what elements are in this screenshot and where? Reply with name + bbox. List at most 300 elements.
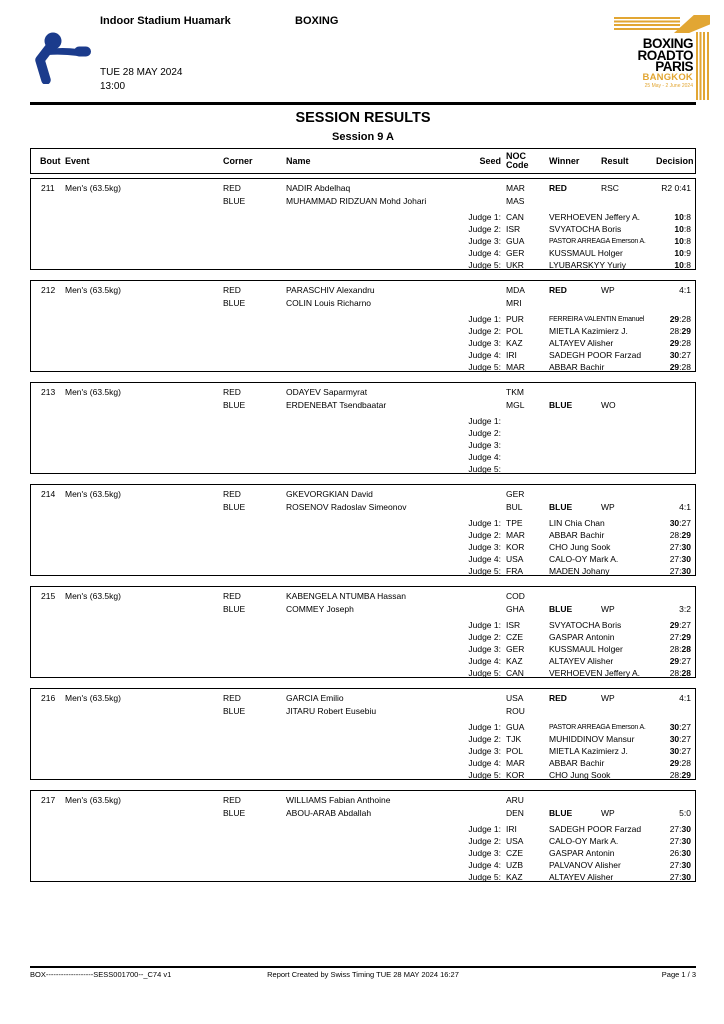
boxer-blue-name: MUHAMMAD RIDZUAN Mohd Johari <box>286 195 427 206</box>
judge-name: SADEGH POOR Farzad <box>549 824 642 834</box>
judge-noc: KAZ <box>506 338 523 348</box>
judge-label: Judge 1: <box>468 620 501 630</box>
event-logo <box>612 15 710 101</box>
judge-label: Judge 5: <box>468 770 501 780</box>
score-separator: : <box>679 872 682 882</box>
boxer-red-noc: MAR <box>506 182 525 193</box>
col-noc-code <box>501 152 549 170</box>
judge-label: Judge 5: <box>468 566 501 576</box>
event-label: Men's (63.5kg) <box>65 284 121 295</box>
score-red: 28 <box>669 644 680 654</box>
bout-number: 216 <box>41 692 56 703</box>
judge-name: VERHOEVEN Jeffery A. <box>549 668 641 678</box>
judge-score <box>661 260 696 270</box>
judge-row <box>31 565 695 576</box>
footer-created-by: Report Created by Swiss Timing TUE 28 MAY 2024 16:27 <box>267 970 459 979</box>
judge-row <box>31 223 695 235</box>
score-blue: 30 <box>681 836 691 846</box>
score-red: 27 <box>669 554 680 564</box>
judge-label: Judge 2: <box>468 836 501 846</box>
judge-label: Judge 2: <box>468 734 501 744</box>
judge-label: Judge 1: <box>468 212 501 222</box>
judge-row <box>31 631 695 643</box>
score-separator: : <box>679 362 682 372</box>
score-red: 29 <box>669 620 680 630</box>
score-red: 28 <box>669 326 680 336</box>
score-blue: 28 <box>681 314 691 324</box>
report-title: SESSION RESULTS <box>295 110 431 126</box>
judge-name: PALVANOV Alisher <box>549 860 621 870</box>
boxer-red-name: NADIR Abdelhaq <box>286 182 351 193</box>
judge-row <box>31 541 695 553</box>
judge-row <box>31 643 695 655</box>
decision-cell: 4:1 <box>679 692 691 703</box>
score-red: 30 <box>669 722 680 732</box>
decision-cell: 4:1 <box>679 284 691 295</box>
score-red: 30 <box>669 746 680 756</box>
score-red: 29 <box>669 362 680 372</box>
judge-row <box>31 871 695 882</box>
boxer-red-name: PARASCHIV Alexandru <box>286 284 375 295</box>
logo-city: BANGKOK <box>642 71 693 83</box>
winner-cell: BLUE <box>549 807 573 818</box>
judge-row <box>31 451 695 463</box>
judge-label: Judge 4: <box>468 860 501 870</box>
score-separator: : <box>683 212 687 222</box>
judge-name: KUSSMAUL Holger <box>549 248 623 258</box>
judge-name: CHO Jung Sook <box>549 542 611 552</box>
score-blue: 30 <box>681 566 691 576</box>
corner-blue-label: BLUE <box>223 603 246 614</box>
judge-name: CALO-OY Mark A. <box>549 836 619 846</box>
judge-name: CHO Jung Sook <box>549 770 611 780</box>
judge-row <box>31 619 695 631</box>
judge-score <box>661 314 696 324</box>
judge-name: ABBAR Bachir <box>549 530 605 540</box>
score-separator: : <box>679 338 682 348</box>
judge-row <box>31 349 695 361</box>
score-separator: : <box>679 848 682 858</box>
score-separator: : <box>679 644 682 654</box>
col-seed: Seed <box>479 156 501 166</box>
red-corner-row <box>31 283 695 296</box>
score-red: 10 <box>674 212 684 222</box>
score-separator: : <box>679 632 682 642</box>
judge-score <box>661 824 696 834</box>
judge-noc: MAR <box>506 758 525 768</box>
score-blue: 30 <box>681 860 691 870</box>
judge-score <box>661 620 696 630</box>
judge-noc: KAZ <box>506 872 523 882</box>
judge-score <box>661 338 696 348</box>
judge-label: Judge 1: <box>468 518 501 528</box>
col-winner: Winner <box>549 156 580 166</box>
score-separator: : <box>679 518 682 528</box>
judge-name: ABBAR Bachir <box>549 758 605 768</box>
score-red: 29 <box>669 656 680 666</box>
col-decision: Decision <box>656 156 694 166</box>
corner-red-label: RED <box>223 794 241 805</box>
col-corner: Corner <box>223 156 253 166</box>
score-blue: 8 <box>686 260 691 270</box>
score-red: 29 <box>669 314 680 324</box>
corner-red-label: RED <box>223 488 241 499</box>
judge-row <box>31 313 695 325</box>
boxer-red-noc: MDA <box>506 284 525 295</box>
footer-report-code: BOX-------------------SESS001700--_C74 v1 <box>30 970 172 979</box>
judge-row <box>31 529 695 541</box>
boxing-pictogram-icon <box>28 30 94 89</box>
judge-name: MIETLA Kazimierz J. <box>549 326 628 336</box>
col-bout: Bout <box>40 156 61 166</box>
result-cell: WP <box>601 284 615 295</box>
score-separator: : <box>679 566 682 576</box>
score-separator: : <box>679 530 682 540</box>
blue-corner-row <box>31 194 695 207</box>
judge-noc: UZB <box>506 860 523 870</box>
judge-name: FERREIRA VALENTIN Emanuel <box>549 315 645 323</box>
bout-section <box>30 178 696 270</box>
judge-label: Judge 3: <box>468 338 501 348</box>
bout-number: 215 <box>41 590 56 601</box>
judge-noc: USA <box>506 554 524 564</box>
sport-title: BOXING <box>295 15 339 27</box>
judge-label: Judge 2: <box>468 326 501 336</box>
judge-name: ALTAYEV Alisher <box>549 656 614 666</box>
judge-noc: PUR <box>506 314 524 324</box>
judge-name: ABBAR Bachir <box>549 362 605 372</box>
score-blue: 30 <box>681 872 691 882</box>
judge-name: PASTOR ARREAGA Emerson A. <box>549 237 646 245</box>
judge-score <box>661 236 696 246</box>
score-blue: 28 <box>681 668 691 678</box>
boxer-red-noc: COD <box>506 590 525 601</box>
judge-score <box>661 770 696 780</box>
blue-corner-row <box>31 602 695 615</box>
score-blue: 30 <box>681 542 691 552</box>
boxer-blue-name: JITARU Robert Eusebiu <box>286 705 377 716</box>
bout-number: 212 <box>41 284 56 295</box>
score-red: 10 <box>674 224 684 234</box>
score-blue: 29 <box>681 632 691 642</box>
corner-red-label: RED <box>223 182 241 193</box>
judge-label: Judge 2: <box>468 632 501 642</box>
corner-blue-label: BLUE <box>223 501 246 512</box>
judge-noc: TPE <box>506 518 523 528</box>
boxer-blue-noc: DEN <box>506 807 524 818</box>
red-corner-row <box>31 691 695 704</box>
judge-noc: ISR <box>506 224 521 234</box>
boxer-red-noc: GER <box>506 488 525 499</box>
judge-score <box>661 566 696 576</box>
boxer-blue-noc: BUL <box>506 501 523 512</box>
blue-corner-row <box>31 296 695 309</box>
judge-name: MADEN Johany <box>549 566 610 576</box>
judge-name: GASPAR Antonin <box>549 848 615 858</box>
footer-divider-rule <box>30 966 696 968</box>
corner-blue-label: BLUE <box>223 297 246 308</box>
logo-word-roadto: ROAD TO <box>637 47 693 63</box>
judge-name: MUHIDDINOV Mansur <box>549 734 635 744</box>
bout-list <box>30 178 696 892</box>
score-red: 30 <box>669 350 680 360</box>
judge-noc: CAN <box>506 668 524 678</box>
judge-score <box>661 848 696 858</box>
boxer-red-noc: ARU <box>506 794 524 805</box>
judge-row <box>31 211 695 223</box>
boxer-red-noc: TKM <box>506 386 524 397</box>
col-noc-line1: NOC <box>506 151 526 161</box>
result-cell: WO <box>601 399 616 410</box>
judge-label: Judge 3: <box>468 746 501 756</box>
score-red: 27 <box>669 632 680 642</box>
judge-label: Judge 5: <box>468 872 501 882</box>
header-divider-rule <box>30 102 696 105</box>
judge-noc: ISR <box>506 620 521 630</box>
winner-cell: RED <box>549 692 567 703</box>
judge-noc: CAN <box>506 212 524 222</box>
bout-section <box>30 280 696 372</box>
judge-label: Judge 5: <box>468 464 501 474</box>
boxer-blue-name: COMMEY Joseph <box>286 603 354 614</box>
boxer-blue-name: ABOU-ARAB Abdallah <box>286 807 372 818</box>
score-red: 10 <box>674 260 684 270</box>
score-blue: 29 <box>681 530 691 540</box>
score-red: 28 <box>669 668 680 678</box>
judge-score <box>661 326 696 336</box>
score-red: 28 <box>669 770 680 780</box>
score-red: 27 <box>669 836 680 846</box>
boxer-blue-name: ERDENEBAT Tsendbaatar <box>286 399 387 410</box>
score-separator: : <box>679 326 682 336</box>
boxer-red-name: ODAYEV Saparmyrat <box>286 386 368 397</box>
logo-vertical-stripes <box>696 32 710 100</box>
session-subtitle: Session 9 A <box>332 131 394 143</box>
judge-label: Judge 1: <box>468 722 501 732</box>
bout-section <box>30 586 696 678</box>
score-separator: : <box>683 260 687 270</box>
judge-noc: GER <box>506 248 525 258</box>
score-separator: : <box>683 248 687 258</box>
bout-number: 217 <box>41 794 56 805</box>
judge-label: Judge 3: <box>468 236 501 246</box>
judge-row <box>31 667 695 678</box>
score-separator: : <box>679 668 682 678</box>
score-blue: 29 <box>681 326 691 336</box>
score-red: 26 <box>669 848 680 858</box>
judge-noc: TJK <box>506 734 522 744</box>
score-red: 27 <box>669 872 680 882</box>
judge-row <box>31 553 695 565</box>
boxer-blue-noc: GHA <box>506 603 525 614</box>
judge-row <box>31 847 695 859</box>
score-blue: 28 <box>681 362 691 372</box>
score-red: 10 <box>674 248 684 258</box>
score-blue: 28 <box>681 758 691 768</box>
judge-name: LYUBARSKYY Yuriy <box>549 260 627 270</box>
judge-row <box>31 745 695 757</box>
score-red: 10 <box>674 236 684 246</box>
judge-noc: IRI <box>506 350 517 360</box>
blue-corner-row <box>31 704 695 717</box>
score-separator: : <box>683 236 687 246</box>
judge-label: Judge 4: <box>468 758 501 768</box>
session-date: TUE 28 MAY 2024 <box>100 67 183 78</box>
score-red: 30 <box>669 734 680 744</box>
judge-name: KUSSMAUL Holger <box>549 644 623 654</box>
event-label: Men's (63.5kg) <box>65 590 121 601</box>
boxer-blue-noc: MRI <box>506 297 522 308</box>
event-label: Men's (63.5kg) <box>65 386 121 397</box>
blue-corner-row <box>31 500 695 513</box>
score-separator: : <box>679 314 682 324</box>
bout-section <box>30 484 696 576</box>
event-label: Men's (63.5kg) <box>65 794 121 805</box>
score-separator: : <box>679 836 682 846</box>
judge-row <box>31 721 695 733</box>
boxer-blue-noc: MGL <box>506 399 525 410</box>
judge-name: MIETLA Kazimierz J. <box>549 746 628 756</box>
judge-score <box>661 656 696 666</box>
judge-row <box>31 247 695 259</box>
judge-noc: KOR <box>506 770 525 780</box>
judge-label: Judge 4: <box>468 656 501 666</box>
score-blue: 9 <box>686 248 691 258</box>
judge-noc: FRA <box>506 566 523 576</box>
judge-noc: POL <box>506 746 524 756</box>
red-corner-row <box>31 487 695 500</box>
judge-name: SADEGH POOR Farzad <box>549 350 642 360</box>
judge-noc: POL <box>506 326 524 336</box>
corner-blue-label: BLUE <box>223 807 246 818</box>
session-time: 13:00 <box>100 81 126 92</box>
judge-score <box>661 836 696 846</box>
judge-label: Judge 4: <box>468 248 501 258</box>
judge-label: Judge 3: <box>468 644 501 654</box>
logo-text <box>637 38 693 90</box>
score-red: 28 <box>669 530 680 540</box>
score-blue: 28 <box>681 644 691 654</box>
score-separator: : <box>683 224 687 234</box>
judge-score <box>661 872 696 882</box>
logo-word-paris: PARIS <box>655 59 693 74</box>
decision-cell: 5:0 <box>679 807 691 818</box>
boxer-red-noc: USA <box>506 692 524 703</box>
judge-label: Judge 4: <box>468 350 501 360</box>
footer <box>30 970 696 979</box>
judge-score <box>661 860 696 870</box>
judge-score <box>661 632 696 642</box>
col-noc-line2: Code <box>506 160 529 170</box>
judge-row <box>31 757 695 769</box>
judge-name: ALTAYEV Alisher <box>549 338 614 348</box>
judge-row <box>31 337 695 349</box>
score-separator: : <box>679 554 682 564</box>
score-blue: 27 <box>681 656 691 666</box>
judge-row <box>31 733 695 745</box>
judge-name: ALTAYEV Alisher <box>549 872 614 882</box>
judge-row <box>31 325 695 337</box>
judge-score <box>661 248 696 258</box>
table-header-row <box>30 148 696 174</box>
judge-row <box>31 415 695 427</box>
score-separator: : <box>679 824 682 834</box>
score-separator: : <box>679 620 682 630</box>
score-separator: : <box>679 722 682 732</box>
corner-red-label: RED <box>223 386 241 397</box>
judge-label: Judge 3: <box>468 440 501 450</box>
logo-dates: 25 May - 2 June 2024 <box>644 82 693 89</box>
event-label: Men's (63.5kg) <box>65 692 121 703</box>
result-cell: WP <box>601 603 615 614</box>
judge-row <box>31 835 695 847</box>
judge-noc: KAZ <box>506 656 523 666</box>
red-corner-row <box>31 385 695 398</box>
decision-cell: 3:2 <box>679 603 691 614</box>
footer-page-number: Page 1 / 3 <box>661 970 696 979</box>
judge-label: Judge 3: <box>468 542 501 552</box>
decision-cell: 4:1 <box>679 501 691 512</box>
score-blue: 27 <box>681 722 691 732</box>
score-blue: 28 <box>681 338 691 348</box>
judge-score <box>661 362 696 372</box>
boxer-blue-noc: MAS <box>506 195 525 206</box>
judge-label: Judge 1: <box>468 824 501 834</box>
judge-noc: MAR <box>506 362 525 372</box>
judge-label: Judge 2: <box>468 428 501 438</box>
result-cell: RSC <box>601 182 619 193</box>
judge-name: VERHOEVEN Jeffery A. <box>549 212 641 222</box>
event-label: Men's (63.5kg) <box>65 488 121 499</box>
boxer-red-name: KABENGELA NTUMBA Hassan <box>286 590 406 601</box>
judge-noc: CZE <box>506 848 523 858</box>
bout-number: 213 <box>41 386 56 397</box>
judge-name: SVYATOCHA Boris <box>549 224 622 234</box>
score-red: 29 <box>669 338 680 348</box>
judge-noc: CZE <box>506 632 523 642</box>
judge-name: LIN Chia Chan <box>549 518 605 528</box>
score-separator: : <box>679 860 682 870</box>
judge-label: Judge 3: <box>468 848 501 858</box>
score-separator: : <box>679 758 682 768</box>
bout-section <box>30 688 696 780</box>
bout-section <box>30 790 696 882</box>
judge-noc: MAR <box>506 530 525 540</box>
judge-label: Judge 4: <box>468 452 501 462</box>
result-cell: WP <box>601 692 615 703</box>
judge-row <box>31 427 695 439</box>
judge-score <box>661 668 696 678</box>
judge-row <box>31 859 695 871</box>
judge-score <box>661 722 696 732</box>
score-separator: : <box>679 734 682 744</box>
score-separator: : <box>679 542 682 552</box>
logo-word-boxing: BOXING <box>642 36 693 51</box>
red-corner-row <box>31 589 695 602</box>
score-blue: 27 <box>681 746 691 756</box>
judge-noc: KOR <box>506 542 525 552</box>
judge-row <box>31 823 695 835</box>
judge-noc: GUA <box>506 236 525 246</box>
judge-label: Judge 1: <box>468 416 501 426</box>
judge-row <box>31 259 695 270</box>
score-blue: 8 <box>686 236 691 246</box>
judge-row <box>31 463 695 474</box>
judge-label: Judge 2: <box>468 224 501 234</box>
score-blue: 29 <box>681 770 691 780</box>
judge-score <box>661 734 696 744</box>
score-red: 30 <box>669 518 680 528</box>
